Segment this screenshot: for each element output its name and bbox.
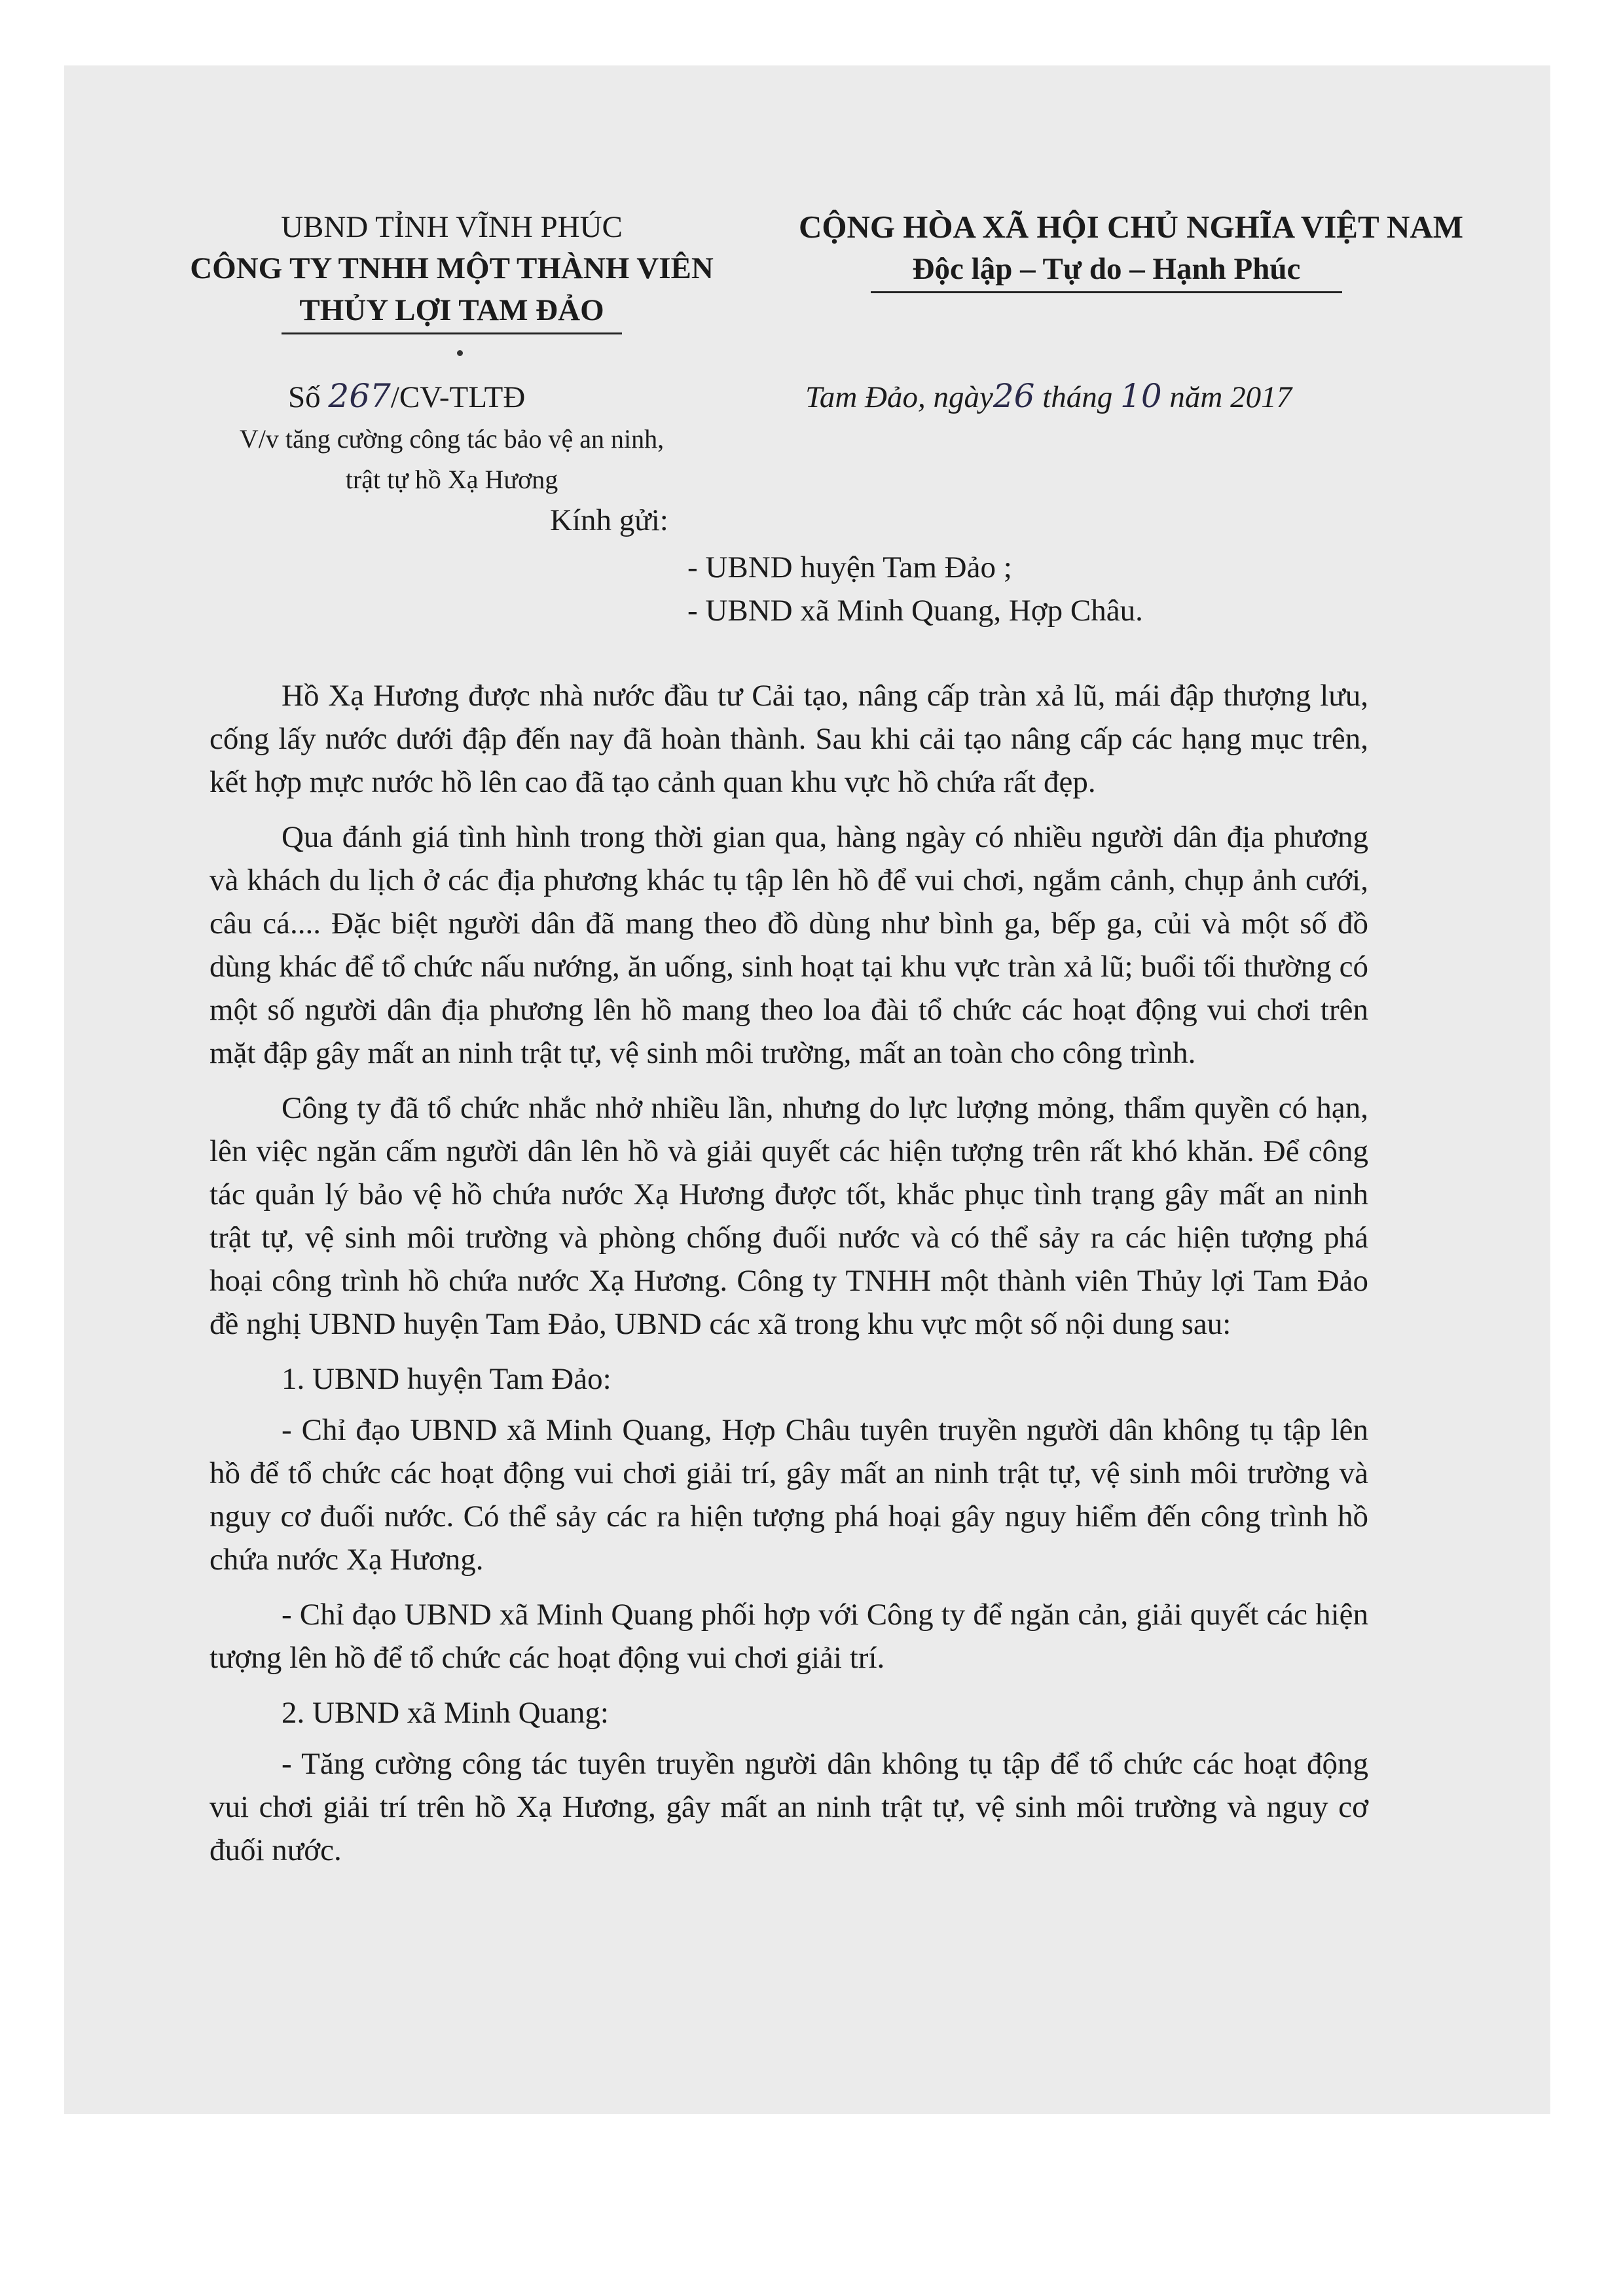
number-prefix: Số bbox=[288, 380, 321, 414]
paragraph-5: - Chỉ đạo UBND xã Minh Quang phối hợp với Công ty để ngăn cản, giải quyết các hiện tượng lên hồ để tổ chức các hoạt động vui chơi giải trí. bbox=[210, 1598, 1368, 1675]
subject-line-1: V/v tăng cường công tác bảo vệ an ninh, bbox=[239, 424, 665, 454]
document-number bbox=[288, 377, 525, 415]
paragraph-1: Hồ Xạ Hương được nhà nước đầu tư Cải tạo, nâng cấp tràn xả lũ, mái đập thượng lưu, cống lấy nước dưới đập đến nay đã hoàn thành. Sau khi cải tạo nâng cấp các hạng mục trên, kết hợp mực nước hồ lên cao đã tạo cảnh quan khu vực hồ chứa rất đẹp. bbox=[210, 679, 1368, 799]
place-date bbox=[805, 377, 1292, 415]
day-handwritten: 26 bbox=[993, 377, 1035, 415]
org-company-name: CÔNG TY TNHH MỘT THÀNH VIÊN bbox=[190, 251, 714, 285]
place-date-prefix: Tam Đảo, ngày bbox=[805, 380, 993, 414]
greeting: Kính gửi: bbox=[550, 503, 668, 537]
paragraph-2: Qua đánh giá tình hình trong thời gian qua, hàng ngày có nhiều người dân địa phương và khách du lịch ở các địa phương khác tụ tập lên hồ để vui chơi, ngắm cảnh, chụp ảnh cưới, câu cá.... Đặc biệt người dân đã mang theo đồ dùng như bình ga, bếp ga, củi và một số đồ dùng khác để tổ chức nấu nướng, ăn uống, sinh hoạt tại khu vực tràn xả lũ; buổi tối thường có một số người dân địa phương lên hồ mang theo loa đài tổ chức các hoạt động vui chơi trên mặt đập gây mất an ninh trật tự, vệ sinh môi trường, mất an toàn cho công trình. bbox=[210, 820, 1368, 1070]
org-company-name-2: THỦY LỢI TAM ĐẢO bbox=[299, 293, 604, 327]
section-heading-1: 1. UBND huyện Tam Đảo: bbox=[282, 1362, 611, 1396]
letter-body bbox=[210, 674, 1368, 1884]
motto-underline bbox=[871, 291, 1342, 293]
recipient-1: - UBND huyện Tam Đảo ; bbox=[687, 550, 1012, 584]
month-label: tháng bbox=[1042, 380, 1113, 414]
org-underline bbox=[282, 332, 622, 334]
national-title: CỘNG HÒA XÃ HỘI CHỦ NGHĨA VIỆT NAM bbox=[799, 209, 1464, 245]
year-text: năm 2017 bbox=[1169, 380, 1292, 414]
subject bbox=[157, 419, 746, 500]
number-suffix: /CV-TLTĐ bbox=[390, 380, 526, 414]
org-province: UBND TỈNH VĨNH PHÚC bbox=[281, 210, 623, 244]
national-motto: Độc lập – Tự do – Hạnh Phúc bbox=[912, 252, 1301, 286]
recipient-2: - UBND xã Minh Quang, Hợp Châu. bbox=[687, 594, 1143, 628]
paragraph-3: Công ty đã tổ chức nhắc nhở nhiều lần, nhưng do lực lượng mỏng, thẩm quyền có hạn, lên việc ngăn cấm người dân lên hồ và giải quyết các hiện tượng trên rất khó khăn. Để công tác quản lý bảo vệ hồ chứa nước Xạ Hương được tốt, khắc phục tình trạng gây mất an ninh trật tự, vệ sinh môi trường và phòng chống đuối nước và có thể sảy ra các hiện tượng phá hoại công trình hồ chứa nước Xạ Hương. Công ty TNHH một thành viên Thủy lợi Tam Đảo đề nghị UBND huyện Tam Đảo, UBND các xã trong khu vực một số nội dung sau: bbox=[210, 1091, 1368, 1341]
month-handwritten: 10 bbox=[1120, 377, 1162, 415]
dot-mark bbox=[457, 350, 463, 356]
paragraph-6: - Tăng cường công tác tuyên truyền người dân không tụ tập để tổ chức các hoạt động vui chơi giải trí trên hồ Xạ Hương, gây mất an ninh trật tự, vệ sinh môi trường và nguy cơ đuối nước. bbox=[210, 1747, 1368, 1867]
number-handwritten: 267 bbox=[328, 377, 391, 415]
section-heading-2: 2. UBND xã Minh Quang: bbox=[282, 1696, 609, 1730]
paragraph-4: - Chỉ đạo UBND xã Minh Quang, Hợp Châu tuyên truyền người dân không tụ tập lên hồ để tổ chức các hoạt động vui chơi giải trí, gây mất an ninh trật tự, vệ sinh môi trường và nguy cơ đuối nước. Có thể sảy các ra hiện tượng phá hoại gây nguy hiểm đến công trình hồ chứa nước Xạ Hương. bbox=[210, 1413, 1368, 1577]
subject-line-2: trật tự hồ Xạ Hương bbox=[345, 465, 558, 494]
